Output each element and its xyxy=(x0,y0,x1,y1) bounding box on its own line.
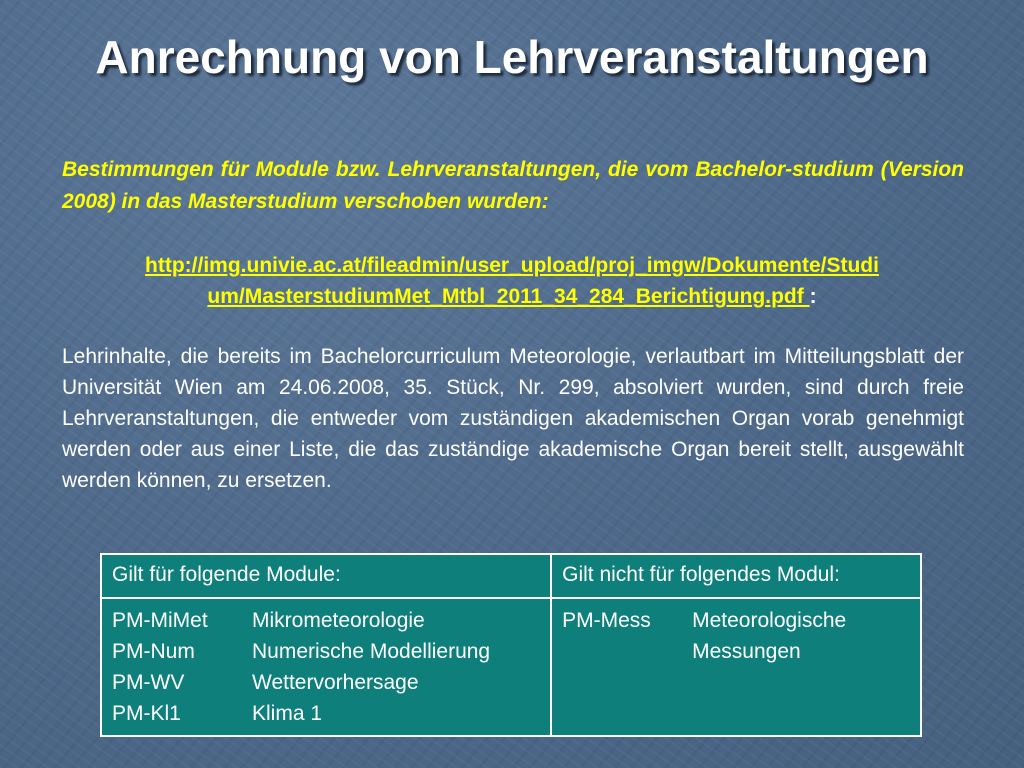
document-link-paragraph xyxy=(40,250,984,312)
module-row xyxy=(112,636,540,667)
module-table xyxy=(100,553,922,737)
module-code: PM-Kl1 xyxy=(112,702,181,725)
table-header-row xyxy=(101,554,921,598)
body-paragraph: Lehrinhalte, die bereits im Bachelorcurriculum Meteorologie, verlautbart im Mitteilungsblatt der Universität Wien am 24.06.2008, 35. Stück, Nr. 299, absolviert wurden, sind durch freie Lehrveranstaltungen, die entweder vom zuständigen akademischen Organ vorab genehmigt werden oder aus einer Liste, die das zuständige akademische Organ bereit stellt, ausgewählt werden können, zu ersetzen. xyxy=(62,345,964,492)
invalid-modules-cell xyxy=(551,598,921,736)
header-invalid-modules: Gilt nicht für folgendes Modul: xyxy=(551,554,921,598)
module-name: Klima 1 xyxy=(252,702,323,725)
module-name: Wettervorhersage xyxy=(252,671,419,694)
module-row xyxy=(112,698,540,729)
document-link-line-2[interactable]: um/MasterstudiumMet_Mtbl_2011_34_284_Berichtigung.pdf xyxy=(207,285,810,308)
module-row xyxy=(112,605,540,636)
slide-title: Anrechnung von Lehrveranstaltungen xyxy=(95,31,929,83)
module-code: PM-Mess xyxy=(562,609,651,632)
module-name: Meteorologische Messungen xyxy=(692,609,847,663)
module-row xyxy=(112,667,540,698)
module-code: PM-MiMet xyxy=(112,609,208,632)
link-colon: : xyxy=(809,285,817,308)
table-body-row xyxy=(101,598,921,736)
module-row xyxy=(562,605,910,667)
header-valid-modules: Gilt für folgende Module: xyxy=(101,554,551,598)
module-name: Numerische Modellierung xyxy=(252,640,491,663)
valid-modules-cell xyxy=(101,598,551,736)
document-link-line-1[interactable]: http://img.univie.ac.at/fileadmin/user_upload/proj_imgw/Dokumente/Studi xyxy=(145,254,879,277)
module-code: PM-Num xyxy=(112,640,195,663)
module-code: PM-WV xyxy=(112,671,185,694)
subtitle-text: Bestimmungen für Module bzw. Lehrveranstaltungen, die vom Bachelor-studium (Version 2008) in das Masterstudium verschoben wurden: xyxy=(62,158,964,213)
module-name: Mikrometeorologie xyxy=(252,609,425,632)
